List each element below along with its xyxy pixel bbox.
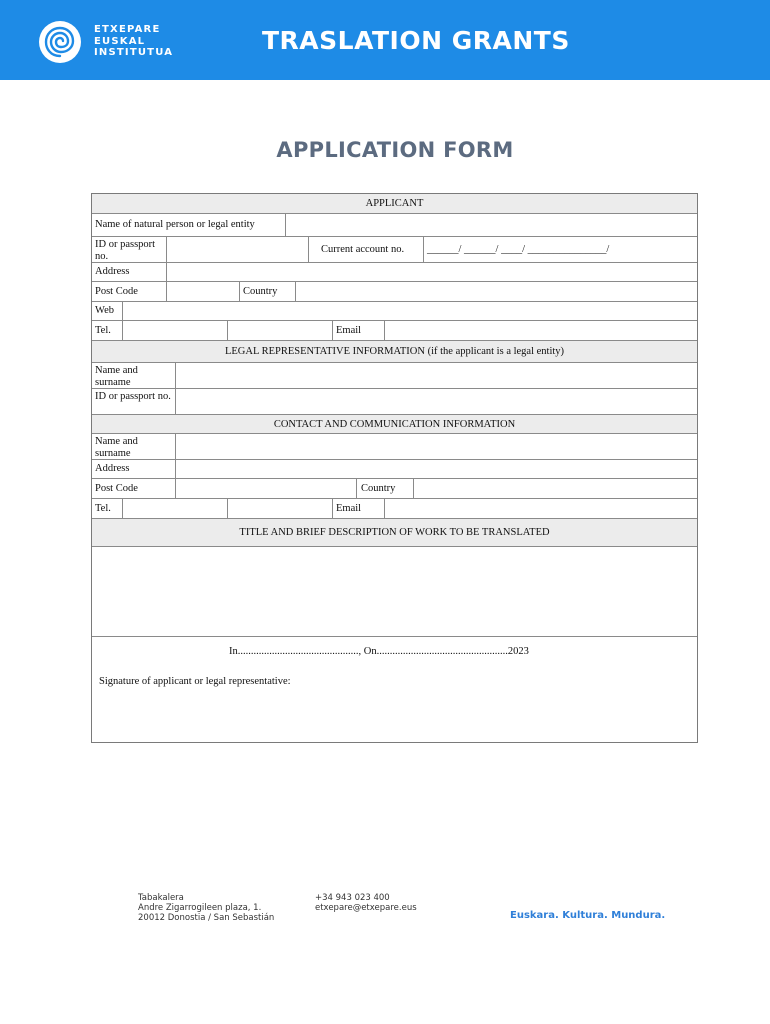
applicant-name-row xyxy=(92,213,697,236)
footer-email: etxepare@etxepare.eus xyxy=(315,903,417,913)
section-title: LEGAL REPRESENTATIVE INFORMATION (if the applicant is a legal entity) xyxy=(224,346,565,357)
applicant-tel-row xyxy=(92,320,697,340)
work-section-header xyxy=(92,518,697,546)
legal-rep-name-row xyxy=(92,362,697,388)
contact-email-label: Email xyxy=(332,499,384,518)
footer-line: 20012 Donostia / San Sebastián xyxy=(138,913,275,923)
section-title: CONTACT AND COMMUNICATION INFORMATION xyxy=(273,418,516,430)
application-form xyxy=(91,193,698,743)
logo-text xyxy=(94,24,173,59)
legal-rep-name-field[interactable] xyxy=(175,363,697,388)
header-banner xyxy=(0,0,770,80)
etxepare-logo-icon xyxy=(38,20,82,64)
contact-country-field[interactable] xyxy=(413,479,697,498)
contact-postcode-label: Post Code xyxy=(95,482,138,494)
applicant-address-field[interactable] xyxy=(166,263,697,281)
applicant-postcode-label: Post Code xyxy=(95,285,138,297)
footer-phone: +34 943 023 400 xyxy=(315,893,390,903)
signature-label: Signature of applicant or legal representative: xyxy=(99,676,291,687)
contact-address-row xyxy=(92,459,697,478)
legal-rep-id-field[interactable] xyxy=(175,389,697,414)
signature-area[interactable] xyxy=(92,636,697,742)
form-title: APPLICATION FORM xyxy=(276,138,514,162)
section-title: APPLICANT xyxy=(365,198,424,209)
logo-line: EUSKAL xyxy=(94,35,146,47)
applicant-id-row xyxy=(92,236,697,262)
contact-name-field[interactable] xyxy=(175,434,697,459)
applicant-email-label: Email xyxy=(332,321,384,340)
place-date-line: In.............................................., On..................................................2023 xyxy=(229,646,529,657)
legal-rep-name-label: Name and surname xyxy=(95,365,138,388)
applicant-web-row xyxy=(92,301,697,320)
contact-address-field[interactable] xyxy=(175,460,697,478)
logo-line: ETXEPARE xyxy=(94,24,161,35)
applicant-tel-field-2[interactable] xyxy=(227,321,332,340)
applicant-tel-label: Tel. xyxy=(95,324,111,336)
footer-line: Tabakalera xyxy=(138,893,184,903)
legal-rep-id-label: ID or passport no. xyxy=(95,391,171,402)
banner-title: TRASLATION GRANTS xyxy=(262,26,570,55)
contact-section-header xyxy=(92,414,697,433)
applicant-country-field[interactable] xyxy=(295,282,697,301)
contact-tel-field-2[interactable] xyxy=(227,499,332,518)
applicant-web-label: Web xyxy=(95,305,114,316)
applicant-postcode-field[interactable] xyxy=(166,282,239,301)
contact-email-field[interactable] xyxy=(384,499,697,518)
contact-tel-field[interactable] xyxy=(122,499,227,518)
contact-name-label: Name and surname xyxy=(95,436,138,459)
legal-rep-section-header xyxy=(92,340,697,362)
footer-line: Andre Zigarrogileen plaza, 1. xyxy=(138,903,262,913)
section-title: TITLE AND BRIEF DESCRIPTION OF WORK TO BE TRANSLATED xyxy=(239,527,550,538)
applicant-address-label: Address xyxy=(95,266,130,277)
contact-postcode-row xyxy=(92,478,697,498)
contact-postcode-field[interactable] xyxy=(175,479,356,498)
applicant-tel-field[interactable] xyxy=(122,321,227,340)
applicant-postcode-row xyxy=(92,281,697,301)
applicant-address-row xyxy=(92,262,697,281)
applicant-id-label: ID or passport no. xyxy=(95,239,156,262)
contact-address-label: Address xyxy=(95,463,130,474)
applicant-section-header xyxy=(92,194,697,213)
account-label: Current account no. xyxy=(308,237,423,262)
contact-country-label: Country xyxy=(356,479,413,498)
applicant-name-label: Name of natural person or legal entity xyxy=(95,219,255,230)
applicant-web-field[interactable] xyxy=(122,302,697,320)
logo-line: INSTITUTUA xyxy=(94,47,174,58)
applicant-country-label: Country xyxy=(239,282,295,301)
footer-contact xyxy=(315,893,417,913)
footer-address xyxy=(138,893,274,923)
contact-tel-row xyxy=(92,498,697,518)
applicant-id-field[interactable] xyxy=(166,237,308,262)
contact-name-row xyxy=(92,433,697,459)
applicant-email-field[interactable] xyxy=(384,321,697,340)
legal-rep-id-row xyxy=(92,388,697,414)
work-description-field[interactable] xyxy=(92,546,697,636)
footer-slogan: Euskara. Kultura. Mundura. xyxy=(510,910,666,921)
applicant-name-field[interactable] xyxy=(285,214,697,236)
account-field[interactable]: ______/ ______/ ____/ _______________/ xyxy=(423,237,697,262)
contact-tel-label: Tel. xyxy=(95,502,111,514)
